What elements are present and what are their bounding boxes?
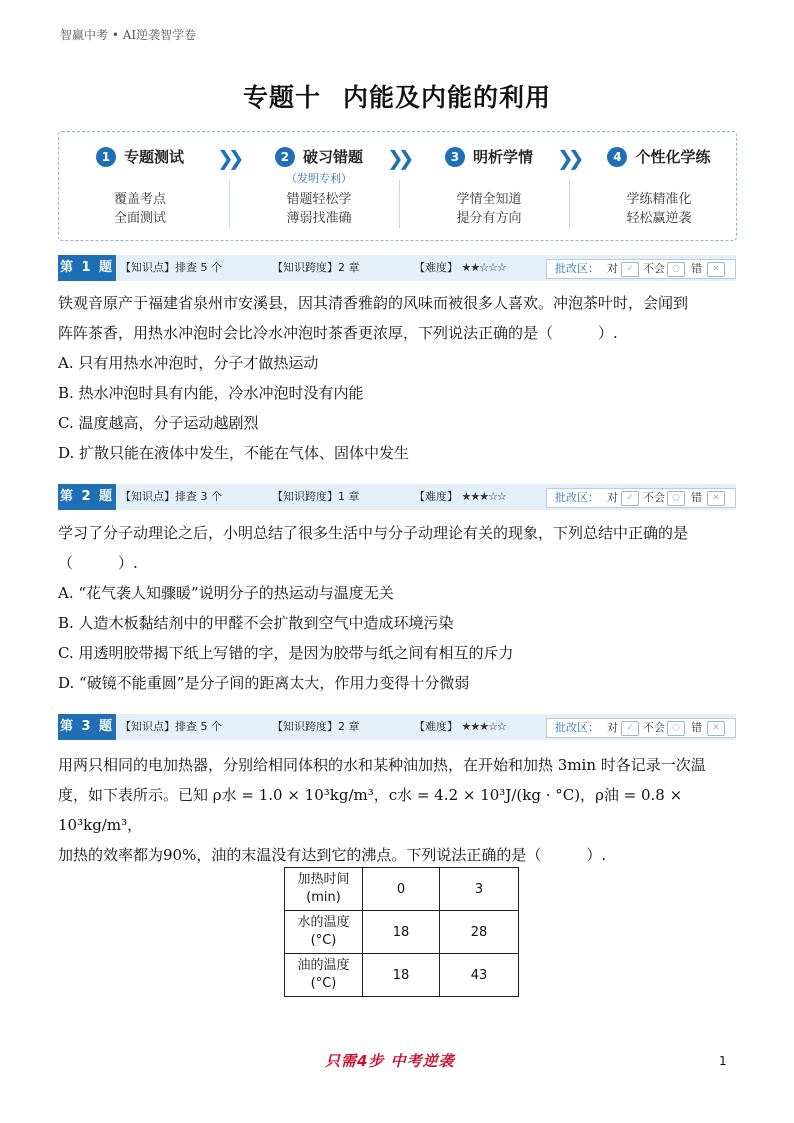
grade-unknown-label: 不会 <box>643 262 665 275</box>
difficulty: 【难度】 ★★★☆☆ <box>414 720 506 733</box>
stem-line: 度，如下表所示。已知 ρ水 = 1.0 × 10³kg/m³，c水 = 4.2 × 10³J/(kg · °C)，ρ油 = 0.8 × 10³kg/m³， <box>58 786 683 834</box>
question-bar-2 <box>58 484 736 510</box>
stem-line: 用两只相同的电加热器，分别给相同体积的水和某种油加热，在开始和加热 3min 时各记录一次温 <box>58 756 706 774</box>
divider <box>399 180 400 228</box>
stem-line: 阵阵茶香，用热水冲泡时会比冷水冲泡时茶香更浓厚，下列说法正确的是（ ）. <box>58 324 618 342</box>
step-line: 轻松赢逆袭 <box>626 211 692 226</box>
difficulty-stars: ★★★☆☆ <box>461 720 506 733</box>
knowledge-span: 【知识跨度】1 章 <box>272 490 360 503</box>
option-a: A. 只有用热水冲泡时，分子才做热运动 <box>58 354 319 372</box>
stem-line: 铁观音原产于福建省泉州市安溪县，因其清香雅韵的风味而被很多人喜欢。冲泡茶叶时，会闻到 <box>58 294 689 312</box>
step-label-2: 破习错题 <box>302 148 363 166</box>
difficulty: 【难度】 ★★☆☆☆ <box>414 261 506 274</box>
table-header-cell: 油的温度 (°C) <box>285 954 363 997</box>
steps-box <box>58 131 737 241</box>
step-line: 错题轻松学 <box>286 192 352 207</box>
table-cell: 18 <box>363 954 440 997</box>
option-a: A. “花气袭人知骤暖”说明分子的热运动与温度无关 <box>58 584 394 602</box>
table-header-cell: 水的温度 (°C) <box>285 911 363 954</box>
grading-area <box>546 488 736 508</box>
option-d: D. 扩散只能在液体中发生，不能在气体、固体中发生 <box>58 444 410 462</box>
grading-label: 批改区： <box>555 721 599 734</box>
data-table <box>284 867 519 997</box>
check-icon[interactable]: ✓ <box>621 262 639 277</box>
step-label-1: 专题测试 <box>123 148 184 166</box>
grade-right-label: 对 <box>607 262 618 275</box>
grade-unknown-label: 不会 <box>643 491 665 504</box>
question-bar-3 <box>58 714 736 740</box>
circle-icon[interactable]: ○ <box>667 491 685 506</box>
step-line: 全面测试 <box>113 211 166 226</box>
grade-right-label: 对 <box>607 491 618 504</box>
step-line: 学练精准化 <box>626 192 692 207</box>
table-cell: 18 <box>363 911 440 954</box>
question-number: 第 1 题 <box>58 255 116 281</box>
cross-icon[interactable]: ✕ <box>707 491 725 506</box>
chevron-right-icon: ❯❯ <box>557 146 579 170</box>
grading-label: 批改区： <box>555 262 599 275</box>
question-bar-1 <box>58 255 736 281</box>
option-d: D. “破镜不能重圆”是分子间的距离太大，作用力变得十分微弱 <box>58 674 470 692</box>
step-number-4: 4 <box>607 147 627 167</box>
step-lines-1 <box>65 190 215 228</box>
grading-label: 批改区： <box>555 491 599 504</box>
step-2 <box>244 146 394 186</box>
step-line: 覆盖考点 <box>113 192 166 207</box>
table-cell: 0 <box>363 868 440 911</box>
table-row <box>285 954 519 997</box>
circle-icon[interactable]: ○ <box>667 262 685 277</box>
grade-wrong-label: 错 <box>691 491 702 504</box>
title-part1: 专题十 <box>242 83 321 112</box>
stem-line: 学习了分子动理论之后，小明总结了很多生活中与分子动理论有关的现象，下列总结中正确的是 <box>58 524 689 542</box>
difficulty-stars: ★★☆☆☆ <box>461 261 506 274</box>
step-3 <box>414 146 564 167</box>
check-icon[interactable]: ✓ <box>621 491 639 506</box>
divider <box>569 180 570 228</box>
grade-unknown-label: 不会 <box>643 721 665 734</box>
page-title <box>0 78 794 114</box>
table-header-cell: 加热时间 (min) <box>285 868 363 911</box>
check-icon[interactable]: ✓ <box>621 721 639 736</box>
knowledge-span: 【知识跨度】2 章 <box>272 261 360 274</box>
option-b: B. 热水冲泡时具有内能，冷水冲泡时没有内能 <box>58 384 364 402</box>
step-lines-3 <box>414 190 564 228</box>
cross-icon[interactable]: ✕ <box>707 262 725 277</box>
grade-wrong-label: 错 <box>691 262 702 275</box>
circle-icon[interactable]: ○ <box>667 721 685 736</box>
table-cell: 43 <box>440 954 519 997</box>
step-4 <box>584 146 734 167</box>
footer-logo: 只需4步 中考逆袭 <box>325 1052 455 1070</box>
step-number-1: 1 <box>96 147 116 167</box>
knowledge-points: 【知识点】排查 3 个 <box>120 490 222 503</box>
grading-area <box>546 718 736 738</box>
chevron-right-icon: ❯❯ <box>217 146 239 170</box>
table-cell: 28 <box>440 911 519 954</box>
grade-wrong-label: 错 <box>691 721 702 734</box>
chevron-right-icon: ❯❯ <box>387 146 409 170</box>
step-line: 薄弱找准确 <box>286 211 352 226</box>
stem-line: （ ）. <box>58 554 138 572</box>
cross-icon[interactable]: ✕ <box>707 721 725 736</box>
question-stem-3 <box>58 750 738 870</box>
step-line: 学情全知道 <box>456 192 522 207</box>
table-row <box>285 911 519 954</box>
step-number-2: 2 <box>275 147 295 167</box>
step-label-4: 个性化学练 <box>635 148 711 166</box>
question-number: 第 3 题 <box>58 714 116 740</box>
step-number-3: 3 <box>445 147 465 167</box>
knowledge-span: 【知识跨度】2 章 <box>272 720 360 733</box>
option-c: C. 温度越高，分子运动越剧烈 <box>58 414 259 432</box>
step-lines-2 <box>244 190 394 228</box>
title-part2: 内能及内能的利用 <box>343 83 552 112</box>
grade-right-label: 对 <box>607 721 618 734</box>
header-brand: 智赢中考 • AI逆袭智学卷 <box>60 28 197 42</box>
option-c: C. 用透明胶带揭下纸上写错的字，是因为胶带与纸之间有相互的斥力 <box>58 644 514 662</box>
step-1 <box>65 146 215 167</box>
step-line: 提分有方向 <box>456 211 522 226</box>
knowledge-points: 【知识点】排查 5 个 <box>120 720 222 733</box>
difficulty: 【难度】 ★★★☆☆ <box>414 490 506 503</box>
page-number: 1 <box>719 1054 727 1068</box>
option-b: B. 人造木板黏结剂中的甲醛不会扩散到空气中造成环境污染 <box>58 614 454 632</box>
step-label-3: 明析学情 <box>472 148 533 166</box>
question-stem-2 <box>58 518 738 578</box>
rho-oil: ρ油 = 0.8 × 10³kg/m³， <box>58 786 683 834</box>
c-water: c水 = 4.2 × 10³J/(kg · °C)， <box>388 786 596 804</box>
rho-water: ρ水 = 1.0 × 10³kg/m³， <box>212 786 389 804</box>
question-number: 第 2 题 <box>58 484 116 510</box>
knowledge-points: 【知识点】排查 5 个 <box>120 261 222 274</box>
divider <box>229 180 230 228</box>
table-cell: 3 <box>440 868 519 911</box>
step-lines-4 <box>584 190 734 228</box>
step-sub-2: （发明专利） <box>286 172 352 185</box>
grading-area <box>546 259 736 279</box>
stem-line: 加热的效率都为90%，油的末温没有达到它的沸点。下列说法正确的是（ ）. <box>58 846 607 864</box>
difficulty-stars: ★★★☆☆ <box>461 490 506 503</box>
question-stem-1 <box>58 288 738 348</box>
table-row <box>285 868 519 911</box>
